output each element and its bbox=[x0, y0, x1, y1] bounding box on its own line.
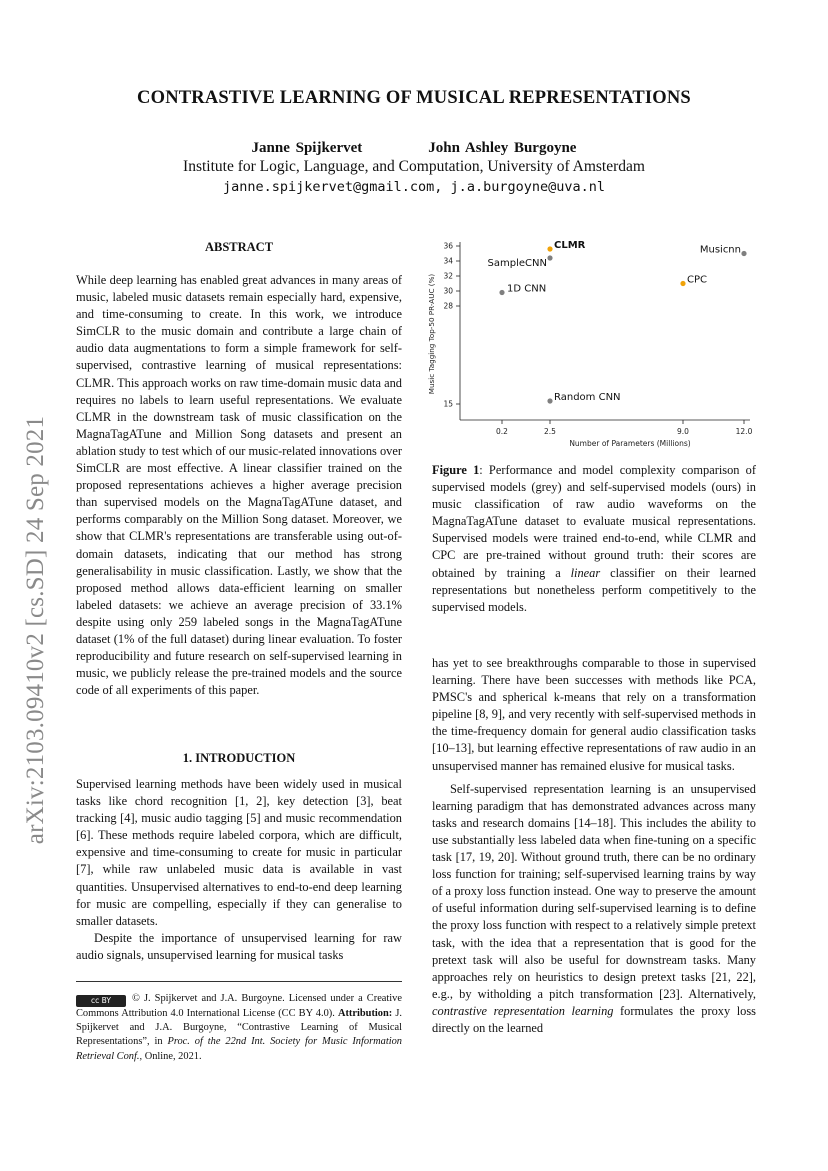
y-tick-label: 34 bbox=[443, 256, 453, 266]
point-label: CLMR bbox=[554, 240, 586, 251]
right-paragraph-1: has yet to see breakthroughs comparable to those in supervised learning. There have been successes with methods like PCA, PMSC's and spherical k-means that rely on a transformation pipeline [8, 9], and very recently with self-supervised methods in the time-frequency domain for general audio classification tasks [10–13], but learning effective representations of raw audio in an unsupervised manner has remained elusive for musical tasks. bbox=[432, 656, 756, 773]
intro-heading-wrap bbox=[76, 751, 402, 766]
footnote-rule bbox=[76, 981, 402, 982]
paper-title: CONTRASTIVE LEARNING OF MUSICAL REPRESENTATIONS bbox=[137, 88, 691, 108]
figure-label: Figure 1 bbox=[432, 463, 480, 477]
scatter-point bbox=[547, 255, 552, 260]
y-tick-label: 30 bbox=[443, 286, 453, 296]
caption-text-a: : Performance and model complexity comparison of supervised models (grey) and self-supervised models (ours) in music classification of raw audio waveforms on the MagnaTagATune dataset to evaluate musical representations. Supervised models were trained end-to-end, while CLMR and CPC are pre-trained without ground truth: their scores are obtained by training a bbox=[432, 463, 756, 580]
point-label: 1D CNN bbox=[507, 283, 547, 295]
intro-paragraph-1: Supervised learning methods have been widely used in musical tasks like chord recognition [1, 2], key detection [3], beat tracking [4], music audio tagging [5] and music recommendation [6]. These methods require labeled corpora, which are difficult, expensive and time-consuming to create for music in particular [7], while raw unlabeled music data is available in vast quantities. Unsupervised alternatives to end-to-end deep learning for music are compelling, especially if they can generalise to smaller datasets. bbox=[76, 777, 402, 928]
scatter-point bbox=[547, 398, 552, 403]
right-column-body bbox=[432, 655, 756, 1037]
y-ticks bbox=[443, 242, 460, 409]
x-axis-label: Number of Parameters (Millions) bbox=[569, 439, 691, 448]
x-tick-label: 0.2 bbox=[496, 427, 508, 436]
x-ticks bbox=[496, 420, 753, 436]
figure-1-caption bbox=[432, 462, 756, 616]
footnote-copyright: © J. Spijkervet and J.A. Burgoyne. Licensed under a Creative Commons Attribution 4.0 International License (CC BY 4.0). bbox=[76, 993, 402, 1019]
right-paragraph-2-b: formulates the proxy loss directly on the learned bbox=[432, 1003, 756, 1035]
caption-emphasis: linear bbox=[570, 565, 601, 580]
y-axis-label: Music Tagging Top-50 PR-AUC (%) bbox=[427, 273, 436, 395]
scatter-point bbox=[499, 290, 504, 295]
y-tick-label: 28 bbox=[443, 301, 453, 311]
right-paragraph-2 bbox=[432, 781, 756, 1037]
point-label: Musicnn bbox=[699, 244, 741, 256]
scatter-point bbox=[680, 281, 685, 286]
author-2: John Ashley Burgoyne bbox=[428, 140, 577, 156]
y-tick-label: 15 bbox=[443, 399, 453, 409]
abstract bbox=[76, 272, 402, 699]
abstract-text: While deep learning has enabled great advances in many areas of music, labeled music datasets remain especially hard, expensive, and time-consuming to create. In this work, we introduce SimCLR to the music domain and contribute a large chain of audio data augmentations to form a simple framework for self-supervised, contrastive learning of musical representations: CLMR. This approach works on raw time-domain music data and requires no labels to learn useful representations. We evaluate CLMR in the downstream task of music classification on the MagnaTagATune and Million Song datasets and present an ablation study to test which of our music-related innovations over SimCLR are most effective. A linear classifier trained on the proposed representations achieves a higher average precision than supervised models on the MagnaTagATune dataset, and performs comparably on the Million Song dataset. Moreover, we show that CLMR's representations are transferable using out-of-domain datasets, indicating that our method has strong generalisability in music classification. Lastly, we show that the proposed method allows data-efficient learning on smaller labeled datasets: we achieve an average precision of 33.1% despite using only 259 labeled songs in the MagnaTagATune dataset (1% of the full dataset) during linear evaluation. To foster reproducibility and future research on self-supervised learning in music, we publicly release the pre-trained models and the source code of all experiments of this paper. bbox=[76, 273, 402, 698]
author-list bbox=[0, 140, 828, 157]
intro-body bbox=[76, 776, 402, 964]
author-emails: janne.spijkervet@gmail.com, j.a.burgoyne@uva.nl bbox=[222, 179, 605, 195]
point-label: Random CNN bbox=[554, 391, 621, 403]
author-1: Janne Spijkervet bbox=[251, 140, 363, 156]
scatter-point bbox=[547, 246, 552, 251]
cc-license-badge: cc BY bbox=[76, 995, 126, 1007]
data-points bbox=[488, 240, 747, 404]
footnote-citation: J. Spijkervet and J.A. Burgoyne, “Contrastive Learning of Musical Representations”, in bbox=[76, 1008, 402, 1048]
footnote-location: Online, 2021. bbox=[144, 1050, 202, 1062]
scatter-point bbox=[741, 251, 746, 256]
point-label: SampleCNN bbox=[487, 258, 547, 269]
right-paragraph-2-a: Self-supervised representation learning is an unsupervised learning paradigm that has demonstrated advances across many tasks and research domains [14–18]. This includes the ability to use substantially less labeled data when fine-tuning on a specific task [17, 19, 20]. Without ground truth, there can be no ordinary loss function for training; self-supervised learning trains by way of a proxy loss function instead. One way to preserve the amount of useful information during self-supervised learning is to define the proxy loss function with respect to a relatively simple pretext task, with the idea that a representation that is good for the pretext task will also be useful for downstream tasks. Many approaches rely on heuristics to design pretext tasks [21, 22], e.g., by witholding a pitch transformation [23]. Alternatively, bbox=[432, 781, 756, 1001]
footnote-venue: Proc. of the 22nd Int. Society for Music Information Retrieval Conf., bbox=[76, 1036, 402, 1062]
arxiv-identifier: arXiv:2103.09410v2 [cs.SD] 24 Sep 2021 bbox=[22, 415, 49, 845]
x-tick-label: 9.0 bbox=[677, 427, 689, 436]
abstract-heading-wrap bbox=[76, 240, 402, 255]
caption-text-b: classifier on their learned representations but nonetheless perform competitively to the supervised models. bbox=[432, 565, 756, 614]
intro-heading: 1. INTRODUCTION bbox=[182, 751, 296, 765]
figure-1-scatter-chart bbox=[420, 234, 768, 456]
footnote-attribution-label: Attribution: bbox=[337, 1008, 393, 1019]
x-tick-label: 2.5 bbox=[544, 427, 556, 436]
intro-paragraph-2: Despite the importance of unsupervised learning for raw audio signals, unsupervised learning for musical tasks bbox=[76, 930, 402, 962]
affiliation: Institute for Logic, Language, and Computation, University of Amsterdam bbox=[183, 158, 645, 175]
right-paragraph-2-emphasis: contrastive representation learning bbox=[432, 1003, 614, 1018]
y-tick-label: 36 bbox=[443, 241, 453, 251]
x-tick-label: 12.0 bbox=[735, 427, 753, 436]
point-label: CPC bbox=[687, 274, 707, 286]
y-tick-label: 32 bbox=[443, 271, 453, 281]
abstract-heading: ABSTRACT bbox=[204, 240, 274, 254]
footnote bbox=[76, 992, 402, 1064]
